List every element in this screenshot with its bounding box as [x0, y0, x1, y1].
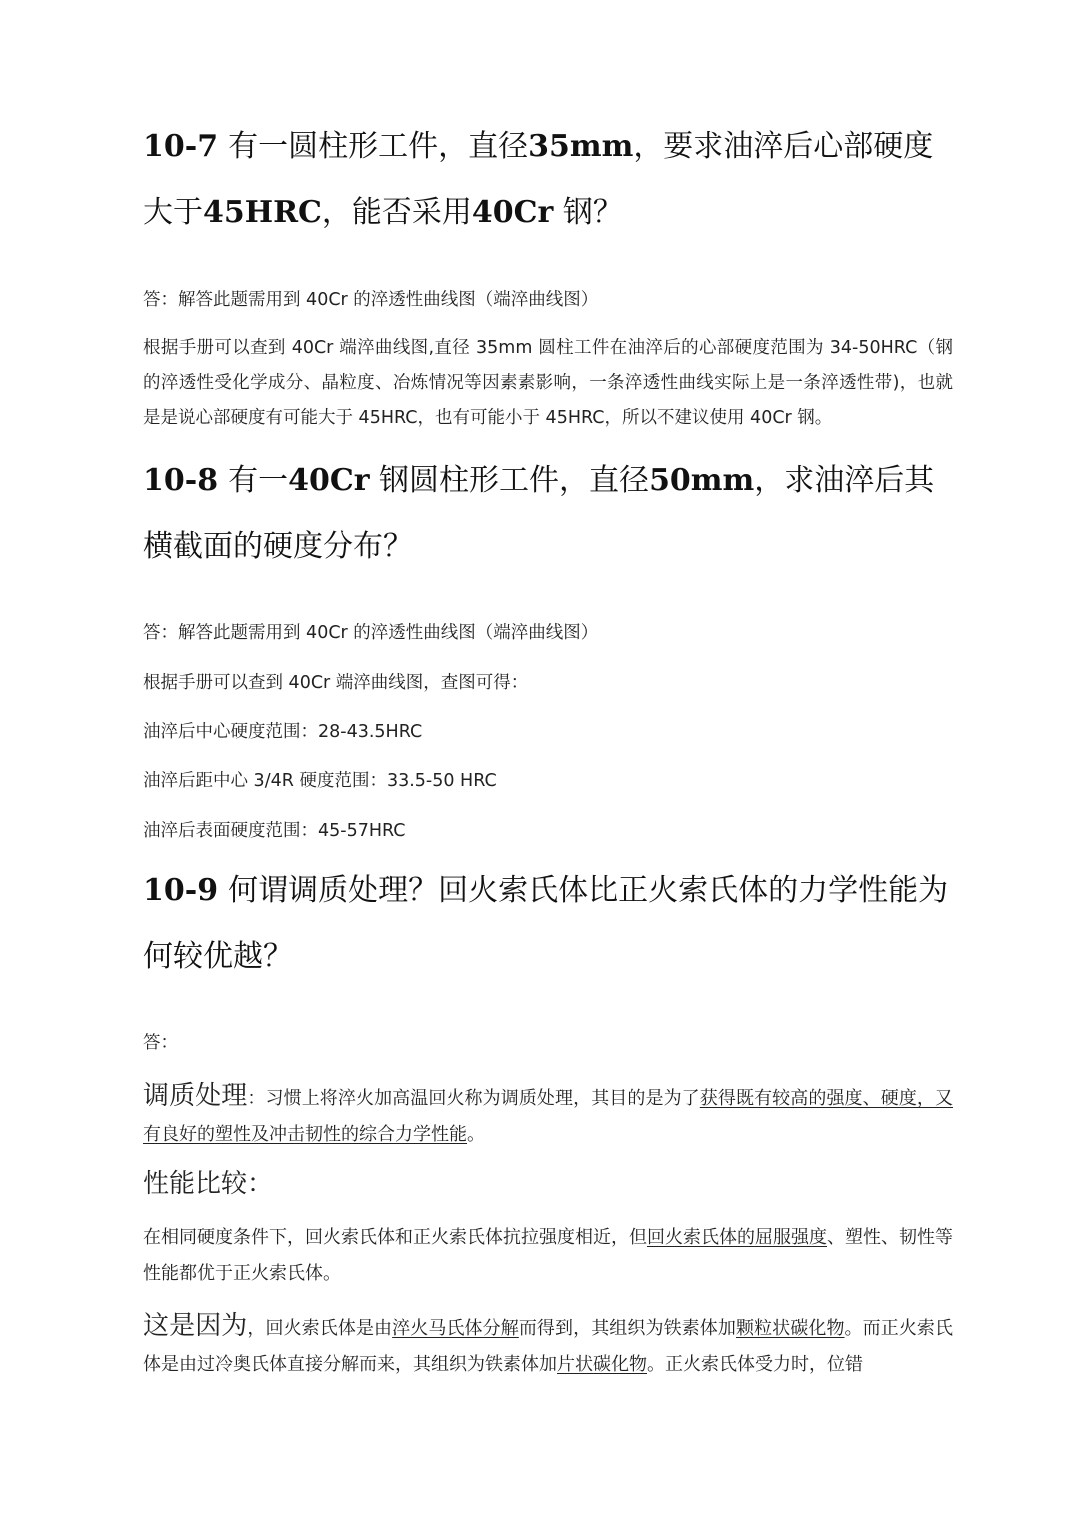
answer-10-7-intro: 答：解答此题需用到 40Cr 的淬透性曲线图（端淬曲线图）: [143, 290, 599, 310]
hardness-surface: 油淬后表面硬度范围：45-57HRC: [143, 821, 406, 841]
question-number: 10-8: [143, 463, 219, 498]
underlined-phrase: 淬火马氏体分解: [392, 1318, 519, 1339]
question-10-9: 10-9 何谓调质处理？回火索氏体比正火索氏体的力学性能为何较优越？: [143, 873, 949, 974]
question-number: 10-7: [143, 129, 219, 164]
underlined-phrase: 颗粒状碳化物: [735, 1318, 845, 1339]
question-10-7: 10-7 有一圆柱形工件，直径35mm，要求油淬后心部硬度大于45HRC，能否采用40Cr 钢？: [143, 129, 934, 230]
underlined-phrase: 获得既有较高的强度、硬度，又有良好的塑性及冲击韧性的综合力学性能: [143, 1088, 954, 1145]
question-10-8: 10-8 有一40Cr 钢圆柱形工件，直径50mm，求油淬后其横截面的硬度分布？: [143, 463, 935, 564]
comparison-paragraph: 在相同硬度条件下，回火索氏体和正火索氏体抗拉强度相近，但回火索氏体的屈服强度、塑性、韧性等性能都优于正火索氏体。: [143, 1227, 953, 1284]
hardness-center: 油淬后中心硬度范围：28-43.5HRC: [143, 722, 423, 742]
definition-paragraph: 调质处理：习惯上将淬火加高温回火称为调质处理，其目的是为了获得既有较高的强度、硬度，又有良好的塑性及冲击韧性的综合力学性能。: [143, 1081, 954, 1145]
reason-lead: 这是因为: [143, 1311, 248, 1341]
definition-lead: 调质处理: [143, 1081, 248, 1111]
hardness-three-quarter-radius: 油淬后距中心 3/4R 硬度范围：33.5-50 HRC: [143, 771, 497, 791]
answer-10-9-label: 答：: [143, 1033, 178, 1053]
answer-10-8-intro: 答：解答此题需用到 40Cr 的淬透性曲线图（端淬曲线图）: [143, 623, 599, 643]
underlined-phrase: 回火索氏体的屈服强度: [647, 1227, 827, 1248]
answer-10-7-body: 根据手册可以查到 40Cr 端淬曲线图,直径 35mm 圆柱工件在油淬后的心部硬度范围为 34-50HRC（钢的淬透性受化学成分、晶粒度、冶炼情况等因素素影响，一条淬透性曲线实际上是一条淬透性带)，也就是是说心部硬度有可能大于 45HRC，也有可能小于 45HRC，所以不建议使用 40Cr 钢。: [143, 338, 953, 428]
question-number: 10-9: [143, 873, 219, 908]
comparison-heading: 性能比较：: [143, 1169, 274, 1199]
underlined-phrase: 片状碳化物: [557, 1354, 647, 1375]
answer-10-8-lookup: 根据手册可以查到 40Cr 端淬曲线图，查图可得：: [143, 673, 529, 693]
reason-paragraph: 这是因为，回火索氏体是由淬火马氏体分解而得到，其组织为铁素体加颗粒状碳化物。而正火索氏体是由过冷奥氏体直接分解而来，其组织为铁素体加片状碳化物。正火索氏体受力时，位错: [143, 1311, 954, 1375]
